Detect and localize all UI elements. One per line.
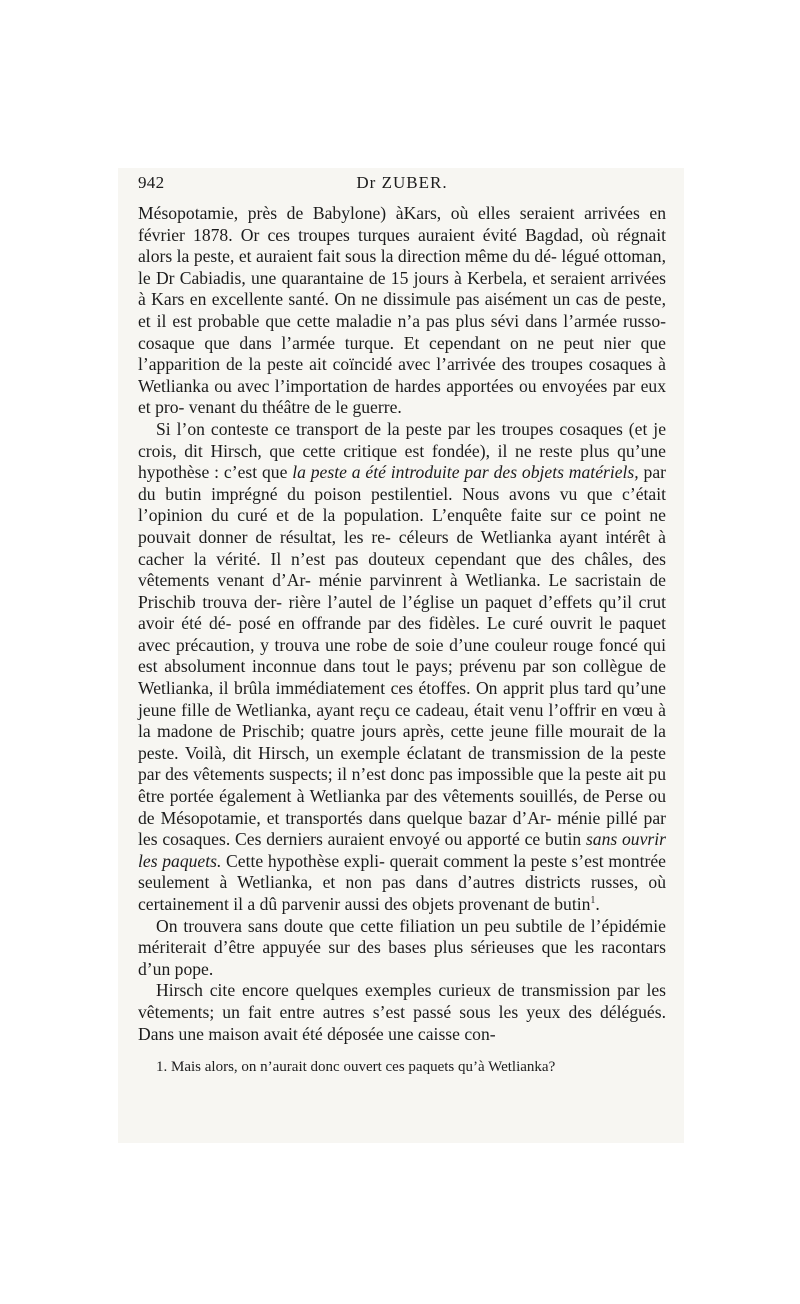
page-number: 942 <box>138 173 165 192</box>
text-run: Cette hypothèse expli- querait comment la peste s’est montrée seulement à Wetlianka, et non pas dans d’autres districts russes, où certainement il a dû parvenir aussi des objets provenant de butin <box>138 850 666 914</box>
running-head-author: Dr ZUBER. <box>356 173 448 192</box>
italic-text: la peste a été introduite par des objets matériels, <box>292 462 639 483</box>
paragraph <box>138 419 666 916</box>
body-text <box>138 203 666 1045</box>
text-run: . <box>595 894 600 914</box>
paragraph <box>138 916 666 981</box>
text-run: par du butin imprégné du poison pestilentiel. Nous avons vu que c’était l’opinion du curé et de la population. L’enquête faite sur ce point ne pouvait donner de résultat, les re- céleurs de Wetlianka ayant intérêt à cacher la vérité. Il n’est pas douteux cependant que des châles, des vêtements venant d’Ar- ménie parvinrent à Wetlianka. Le sacristain de Prischib trouva der- rière l’autel de l’église un paquet d’effets qu’il crut avoir été dé- posé en offrande par des fidèles. Le curé ouvrit le paquet avec précaution, y trouva une robe de soie d’une couleur rouge foncé qui est absolument inconnue dans tout le pays; prévenu par son collègue de Wetlianka, il brûla immédiatement ces étoffes. On apprit plus tard qu’une jeune fille de Wetlianka, ayant reçu ce cadeau, était venu l’offrir en vœu à la madone de Prischib; quatre jours après, cette jeune fille mourait de la peste. Voilà, dit Hirsch, un exemple éclatant de transmission de la peste par des vêtements suspects; il n’est donc pas impossible que la peste ait pu être portée également à Wetlianka par des vêtements souillés, de Perse ou de Mésopotamie, et transportés dans quelque bazar d’Ar- ménie pillé par les cosaques. Ces derniers auraient envoyé ou apporté ce butin <box>138 462 666 850</box>
text-run: On trouvera sans doute que cette filiation un peu subtile de l’épidémie mériterait d’être appuyée sur des bases plus sérieuses que les racontars d’un pope. <box>138 915 666 979</box>
running-header <box>138 173 666 203</box>
text-run: Mésopotamie, près de Babylone) àKars, où elles seraient arrivées en février 1878. Or ces troupes turques auraient évité Bagdad, où régnait alors la peste, et auraient fait sous la direction même du dé- légué ottoman, le Dr Cabiadis, une quarantaine de 15 jours à Kerbela, et seraient arrivées à Kars en excellente santé. On ne dissimule pas aisément un cas de peste, et il est probable que cette maladie n’a pas plus sévi dans l’armée russo-cosaque que dans l’armée turque. Et cependant on ne peut nier que l’apparition de la peste ait coïncidé avec l’arrivée des troupes cosaques à Wetlianka ou avec l’importation de hardes apportées ou envoyées par eux et pro- venant du théâtre de le guerre. <box>138 203 666 418</box>
text-run: Hirsch cite encore quelques exemples curieux de transmission par les vêtements; un fait entre autres s’est passé sous les yeux des délégués. Dans une maison avait été déposée une caisse con- <box>138 980 666 1044</box>
paragraph <box>138 980 666 1045</box>
italic-text: sans ouvrir les paquets. <box>138 829 666 871</box>
paragraph <box>138 203 666 419</box>
footnote: 1. Mais alors, on n’aurait donc ouvert ces paquets qu’à Wetlianka? <box>156 1059 556 1076</box>
book-page <box>138 173 666 1077</box>
footnote-ref: 1 <box>590 895 596 907</box>
text-run: Si l’on conteste ce transport de la peste par les troupes cosaques (et je crois, dit Hirsch, que cette critique est fondée), il ne reste plus qu’une hypothèse : c’est que <box>138 418 666 483</box>
